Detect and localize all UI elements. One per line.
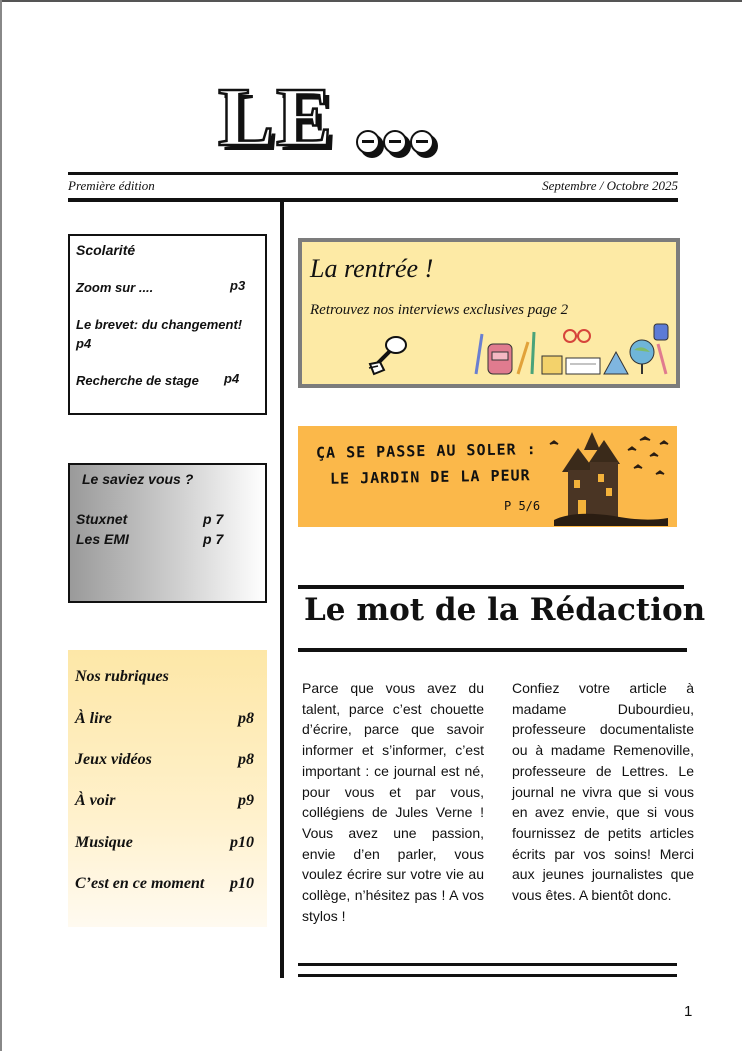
page-top-border	[0, 0, 742, 2]
toc-page: p8	[238, 710, 254, 727]
scolarite-heading: Scolarité	[76, 242, 136, 258]
page-number: 1	[684, 1003, 693, 1020]
toc-page: p3	[230, 278, 246, 293]
toc-page: p4	[224, 371, 240, 386]
saviez-box	[68, 463, 267, 603]
school-supplies-illustration	[470, 312, 674, 380]
toc-page: p 7	[203, 511, 224, 527]
masthead-title: LE	[218, 71, 335, 164]
toc-item: Zoom sur ....	[76, 280, 154, 295]
rentree-box	[298, 238, 680, 388]
toc-item: Musique	[75, 834, 133, 851]
toc-item: C’est en ce moment	[75, 875, 205, 892]
editorial-title: Le mot de la Rédaction	[304, 592, 706, 628]
microphone-icon	[366, 332, 412, 378]
masthead-top-rule	[68, 172, 678, 175]
toc-item: À lire	[75, 710, 112, 727]
toc-item: Stuxnet	[76, 511, 128, 527]
footer-rule-top	[298, 963, 677, 966]
rubriques-box	[68, 650, 267, 927]
edition-row	[68, 178, 678, 194]
toc-item: Les EMI	[76, 531, 129, 547]
toc-page: p10	[230, 875, 254, 892]
rubriques-heading: Nos rubriques	[75, 668, 169, 685]
rentree-subtitle: Retrouvez nos interviews exclusives page 2	[310, 302, 569, 318]
edition-label: Première édition	[68, 178, 155, 193]
soler-subheadline: LE JARDIN DE LA PEUR	[329, 466, 531, 488]
haunted-house-illustration	[544, 430, 676, 526]
toc-page: p 7	[203, 531, 224, 547]
toc-item: À voir	[75, 792, 116, 809]
editorial-bottom-rule	[298, 648, 687, 652]
masthead-ellipsis	[356, 130, 434, 154]
soler-box	[298, 426, 677, 527]
soler-page: P 5/6	[504, 499, 541, 513]
toc-page: p10	[230, 834, 254, 851]
ellipsis-dot	[383, 130, 407, 154]
footer-rule-bottom	[298, 974, 677, 977]
toc-page: p8	[238, 751, 254, 768]
toc-page: p9	[238, 792, 254, 809]
saviez-heading: Le saviez vous ?	[82, 471, 194, 487]
ellipsis-dot	[356, 130, 380, 154]
page-left-border	[0, 0, 2, 1051]
scolarite-box	[68, 234, 267, 415]
toc-item: Jeux vidéos	[75, 751, 152, 768]
soler-headline: ÇA SE PASSE AU SOLER :	[315, 440, 537, 462]
rentree-title: La rentrée !	[310, 254, 434, 283]
ellipsis-dot	[410, 130, 434, 154]
editorial-column-right: Confiez votre article à madame Dubourdieu, professeure documentaliste ou à madame Remenoville, professeure de Lettres. Le journal ne vivra que si vous en avez envie, que si vous fournissez de petits articles écrits par vos soins! Merci aux jeunes journalistes que vous êtes. A bientôt donc.	[512, 680, 694, 904]
masthead-bottom-rule	[68, 198, 678, 202]
toc-item: Le brevet: du changement! p4	[76, 317, 243, 351]
edition-date: Septembre / Octobre 2025	[542, 178, 678, 193]
editorial-top-rule	[298, 585, 684, 589]
masthead	[218, 71, 434, 164]
editorial-column-left: Parce que vous avez du talent, parce c’est chouette d’écrire, parce que savoir informer et s’informer, c’est important : ce journal est né, pour vous et par vous, collégiens de Jules Verne ! Vous avez une passion, envie d’en parler, vous voulez écrire sur votre vie au collège, n’hésitez pas ! A vos stylos !	[302, 680, 484, 924]
toc-item: Recherche de stage	[76, 373, 199, 388]
column-divider	[280, 202, 284, 978]
